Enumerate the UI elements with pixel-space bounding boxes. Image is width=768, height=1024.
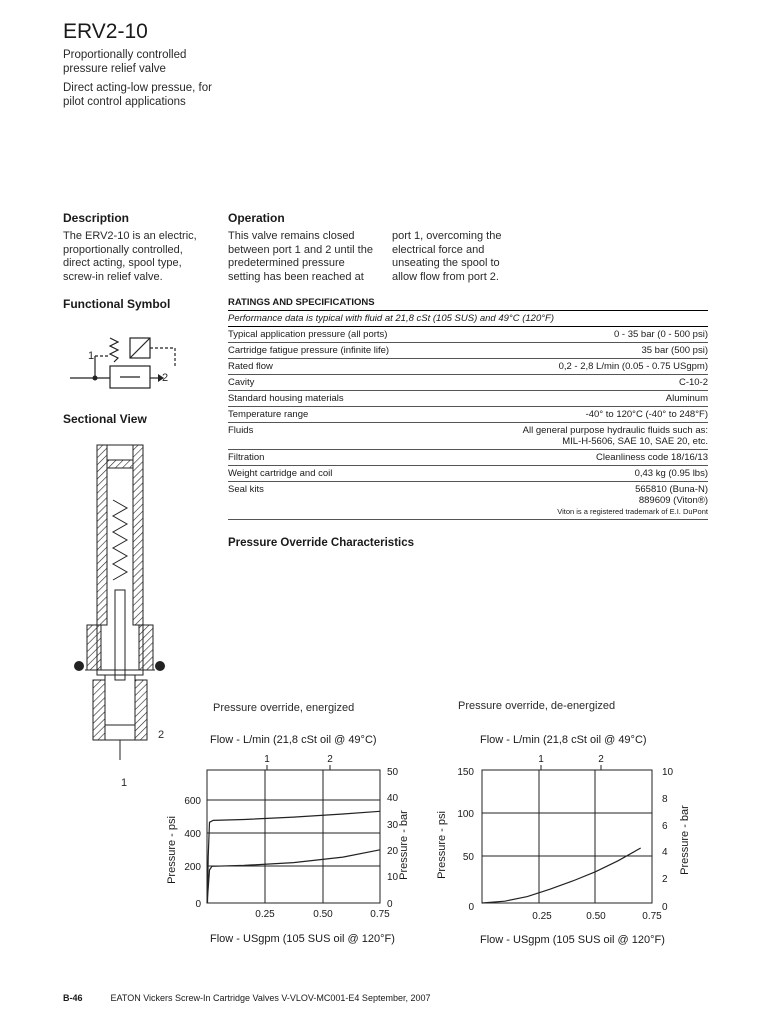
symbol-port-2: 2: [162, 372, 169, 384]
chart1-top-tick: 1: [264, 754, 270, 765]
subtitle-2: Direct acting-low pressue, for pilot control applications: [63, 82, 212, 108]
chart1-y2-tick: 10: [387, 872, 399, 883]
chart2-y2-tick: 4: [662, 847, 668, 858]
chart1-y-tick: 200: [184, 862, 201, 873]
section-port-2: 2: [158, 729, 165, 741]
chart1-y-tick: 0: [195, 899, 201, 910]
chart2-y2label: Pressure - bar: [679, 805, 691, 875]
spec-row: Fluids All general purpose hydraulic fluids such as: MIL-H-5606, SAE 10, SAE 20, etc.: [228, 423, 708, 450]
spec-row: Typical application pressure (all ports) 0 - 35 bar (0 - 500 psi): [228, 327, 708, 343]
subtitle-1: Proportionally controlled pressure relief valve: [63, 49, 187, 75]
functional-symbol-heading: Functional Symbol: [63, 297, 171, 311]
chart1-top-axis-label: Flow - L/min (21,8 cSt oil @ 49°C): [210, 734, 377, 746]
chart1-xlabel: Flow - USgpm (105 SUS oil @ 120°F): [210, 933, 395, 945]
page-number: B-46: [63, 993, 83, 1003]
description-heading: Description: [63, 211, 130, 225]
chart1-y-tick: 400: [184, 829, 201, 840]
specs-heading: RATINGS AND SPECIFICATIONS: [228, 297, 708, 311]
chart1-y-tick: 600: [184, 796, 201, 807]
spec-row: Seal kits 565810 (Buna-N) 889609 (Viton®) Viton is a registered trademark of E.I. DuPont: [228, 482, 708, 520]
chart1-y2-tick: 20: [387, 846, 399, 857]
spec-row: Temperature range -40° to 120°C (-40° to 248°F): [228, 407, 708, 423]
chart2-y2-tick: 8: [662, 794, 668, 805]
chart2-top-axis-label: Flow - L/min (21,8 cSt oil @ 49°C): [480, 734, 647, 746]
chart2-y2-tick: 0: [662, 902, 668, 913]
chart1-y2-tick: 30: [387, 820, 399, 831]
pressure-override-heading: Pressure Override Characteristics: [228, 537, 415, 549]
spec-row: Weight cartridge and coil 0,43 kg (0.95 lbs): [228, 466, 708, 482]
ratings-specifications-table: [228, 297, 708, 520]
chart1-y2-tick: 50: [387, 767, 399, 778]
chart2-title: Pressure override, de-energized: [458, 700, 616, 712]
functional-symbol-diagram: [60, 328, 190, 398]
chart2-x-tick: 0.75: [642, 911, 662, 922]
chart1-y2label: Pressure - bar: [398, 810, 410, 880]
chart2-y-tick: 100: [457, 809, 474, 820]
chart2-y-tick: 50: [462, 852, 474, 863]
chart-de-energized: [430, 725, 695, 953]
section-port-1: 1: [121, 777, 128, 789]
chart1-frame: [207, 770, 380, 903]
chart1-y2-tick: 0: [387, 899, 393, 910]
spec-row: Standard housing materials Aluminum: [228, 391, 708, 407]
chart1-top-tick: 2: [327, 754, 333, 765]
chart1-x-tick: 0.50: [313, 909, 333, 920]
chart-energized: [155, 725, 420, 950]
description-text: The ERV2-10 is an electric, proportionally controlled, direct acting, spool type, screw-in relief valve.: [63, 230, 197, 283]
spec-row: Cartridge fatigue pressure (infinite life) 35 bar (500 psi): [228, 343, 708, 359]
chart2-y-tick: 0: [468, 902, 474, 913]
spec-row: Rated flow 0,2 - 2,8 L/min (0.05 - 0.75 USgpm): [228, 359, 708, 375]
specs-performance-note: Performance data is typical with fluid at 21,8 cSt (105 SUS) and 49°C (120°F): [228, 311, 708, 327]
chart1-x-tick: 0.75: [370, 909, 390, 920]
chart1-ylabel: Pressure - psi: [166, 816, 178, 884]
series-line-upper: [208, 811, 381, 903]
series-line-lower: [207, 850, 380, 903]
chart2-x-tick: 0.25: [532, 911, 552, 922]
spec-row: Filtration Cleanliness code 18/16/13: [228, 450, 708, 466]
operation-heading: Operation: [228, 211, 285, 225]
chart2-ylabel: Pressure - psi: [436, 811, 448, 879]
chart2-y2-tick: 2: [662, 874, 668, 885]
page-title: ERV2-10: [63, 20, 148, 43]
chart2-xlabel: Flow - USgpm (105 SUS oil @ 120°F): [480, 934, 665, 946]
chart2-top-tick: 2: [598, 754, 604, 765]
operation-col2: port 1, overcoming the electrical force and unseating the spool to allow flow from port 2.: [392, 230, 502, 283]
chart2-top-tick: 1: [538, 754, 544, 765]
operation-col1: This valve remains closed between port 1 and 2 until the predetermined pressure setting has been reached at: [228, 230, 373, 283]
chart1-title: Pressure override, energized: [213, 702, 355, 714]
chart2-y2-tick: 10: [662, 767, 674, 778]
page-footer: [63, 993, 431, 1003]
symbol-port-1: 1: [88, 350, 95, 362]
spec-row: Cavity C-10-2: [228, 375, 708, 391]
chart1-x-tick: 0.25: [255, 909, 275, 920]
sectional-view-heading: Sectional View: [63, 412, 147, 426]
chart2-y2-tick: 6: [662, 821, 668, 832]
footer-text: EATON Vickers Screw-In Cartridge Valves V-VLOV-MC001-E4 September, 2007: [110, 993, 431, 1003]
chart2-y-tick: 150: [457, 767, 474, 778]
chart2-x-tick: 0.50: [586, 911, 606, 922]
chart1-y2-tick: 40: [387, 793, 399, 804]
